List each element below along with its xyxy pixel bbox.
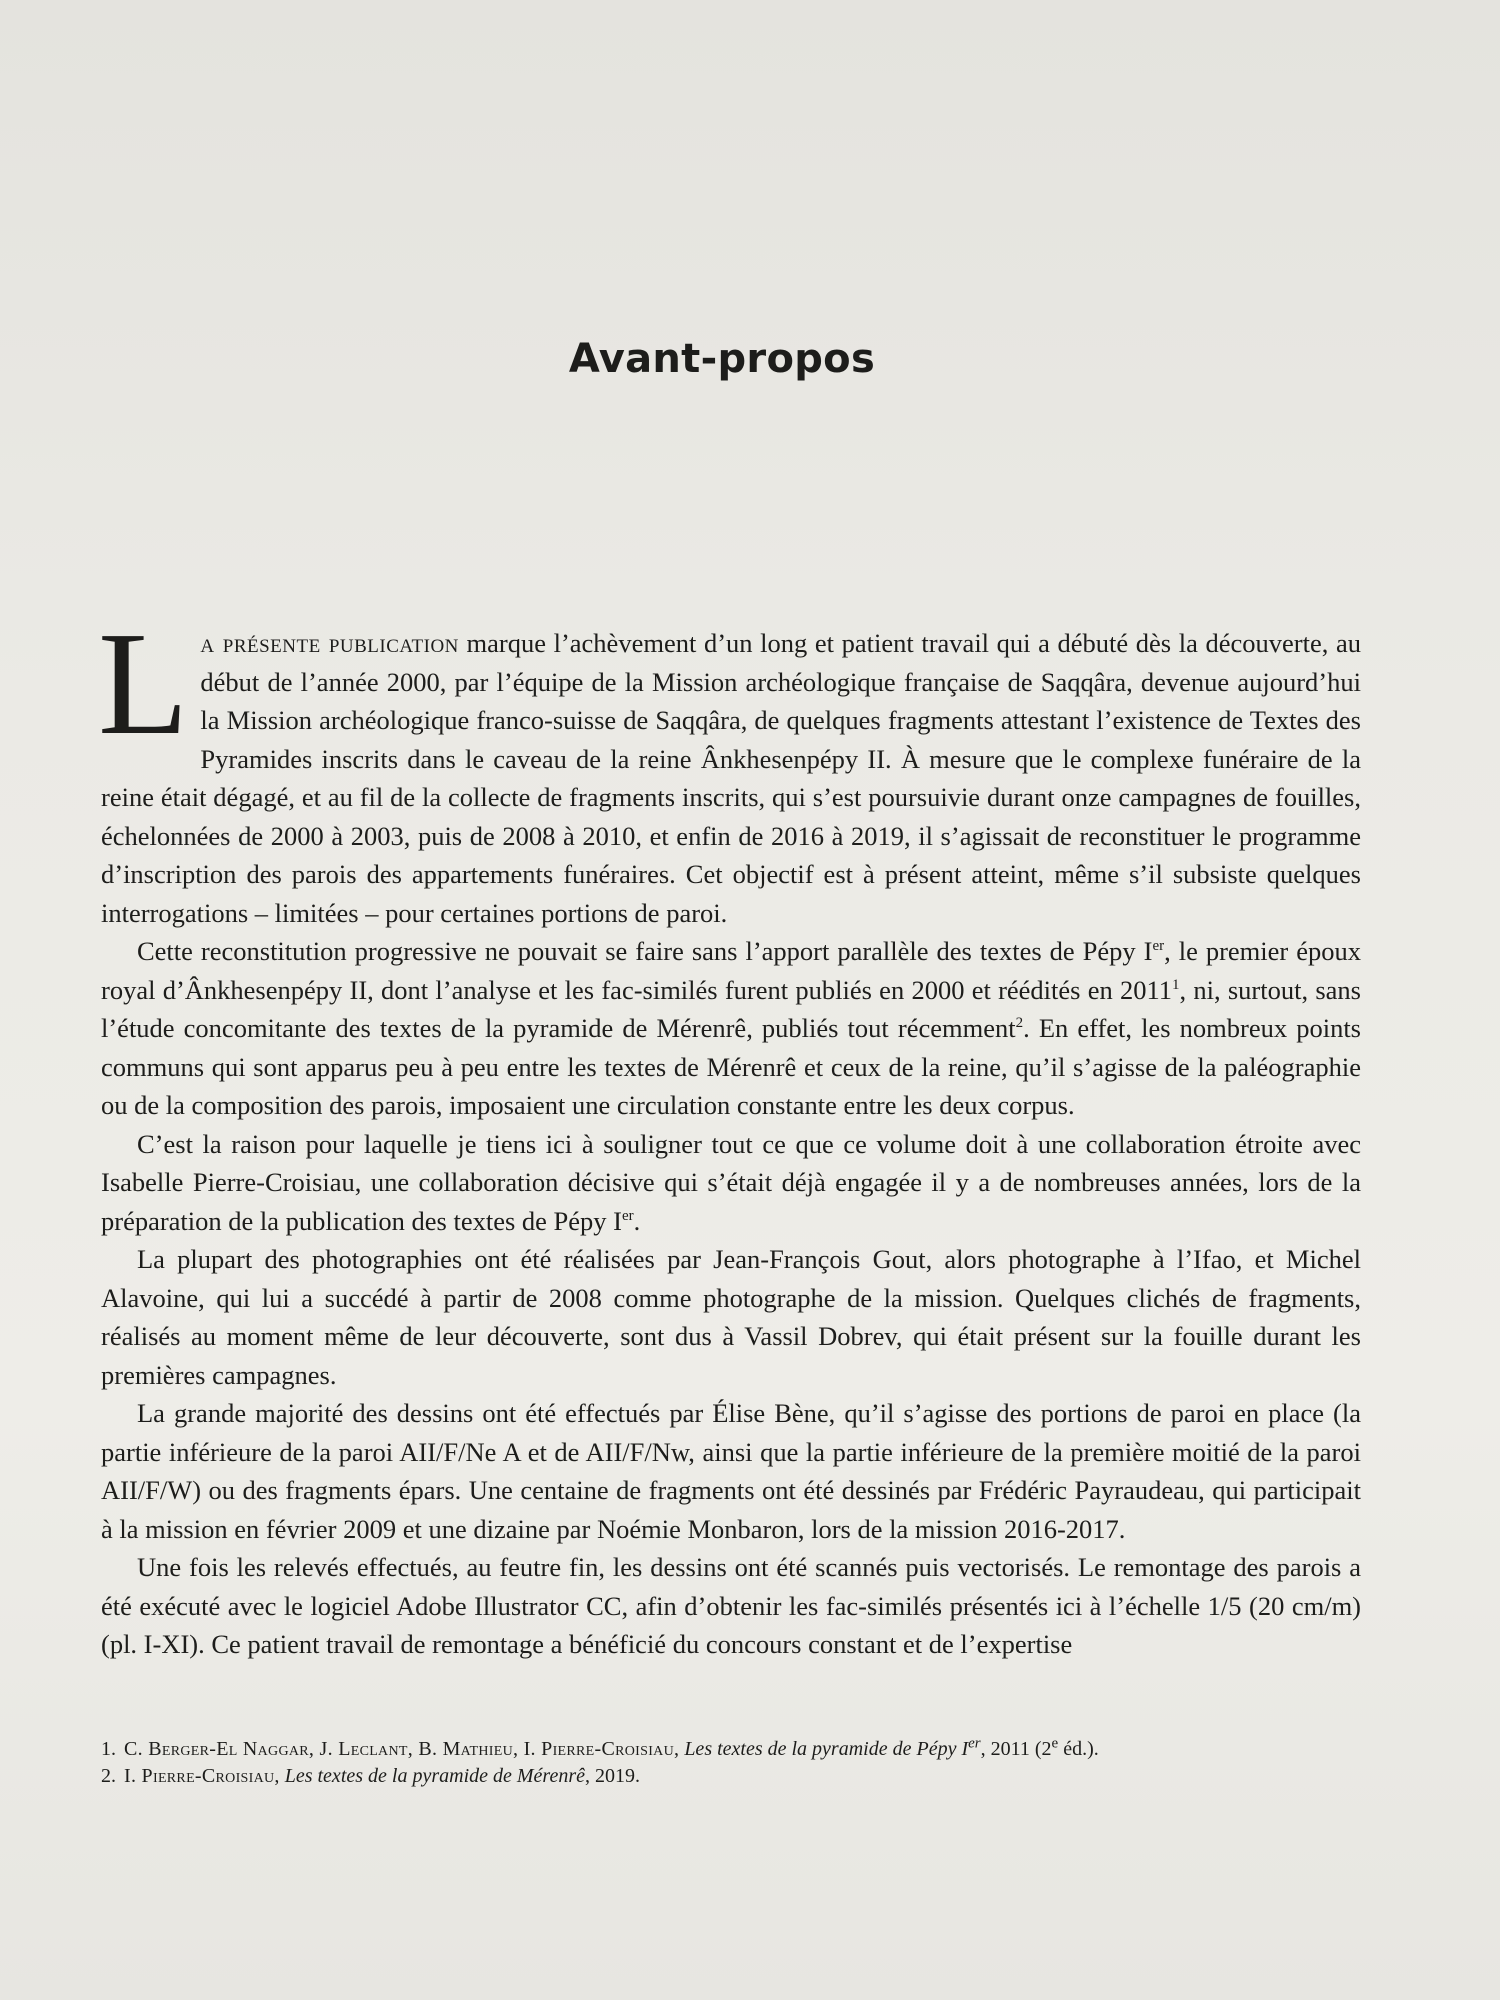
footnote-rest-end: éd.). (1058, 1738, 1099, 1760)
paragraph-2 (101, 932, 1361, 1125)
footnote-number: 1. (101, 1738, 116, 1760)
paragraph-2-text-c: , ni, surtout, sans l’étude concomitante des textes de la pyramide de Mérenrê, publiés tout récemment (101, 974, 1361, 1043)
drop-cap: L (98, 602, 189, 766)
footnote-ref-1[interactable]: 1 (1172, 976, 1180, 993)
footnote-authors: C. Berger-El Naggar, J. Leclant, B. Mathieu, I. Pierre-Croisiau, (124, 1738, 680, 1760)
body-text (98, 602, 1361, 1664)
paragraph-2-text-a: Cette reconstitution progressive ne pouvait se faire sans l’apport parallèle des textes de Pépy I (137, 936, 1153, 966)
paragraph-3-text: C’est la raison pour laquelle je tiens ici à souligner tout ce que ce volume doit à une collaboration étroite avec Isabelle Pierre-Croisiau, une collaboration décisive qui s’était déjà engagée il y a de nombreuses années, lors de la préparation de la publication des textes de Pépy I (101, 1128, 1361, 1236)
paragraph-5-text: La grande majorité des dessins ont été effectués par Élise Bène, qu’il s’agisse des portions de paroi en place (la partie inférieure de la paroi AII/F/Ne A et de AII/F/Nw, ainsi que la partie inférieure de la première moitié de la paroi AII/F/W) ou des fragments épars. Une centaine de fragments ont été dessinés par Frédéric Payraudeau, qui participait à la mission en février 2009 et une dizaine par Noémie Monbaron, lors de la mission 2016-2017. (101, 1398, 1361, 1544)
paragraph-6-text: Une fois les relevés effectués, au feutre fin, les dessins ont été scannés puis vectorisés. Le remontage des parois a été exécuté avec le logiciel Adobe Illustrator CC, afin d’obtenir les fac-similés présentés ici à l’échelle 1/5 (20 cm/m) (pl. I-XI). Ce patient travail de remontage a bénéficié du concours constant et de l’expertise (101, 1552, 1361, 1659)
footnotes (101, 1736, 1361, 1790)
footnote-authors: I. Pierre-Croisiau, (124, 1765, 280, 1787)
paragraph-4 (101, 1240, 1361, 1394)
paragraph-3-end: . (633, 1205, 641, 1236)
paragraph-5 (101, 1394, 1361, 1548)
paragraph-1-text: marque l’achèvement d’un long et patient travail qui a débuté dès la découverte, au début de l’année 2000, par l’équipe de la Mission archéologique française de Saqqâra, devenue aujourd’hui la Mission archéologique franco-suisse de Saqqâra, de quelques fragments attestant l’existence de Textes des Pyramides inscrits dans le caveau de la reine Ânkhesenpépy II. À mesure que le complexe funéraire de la reine était dégagé, et au fil de la collecte de fragments inscrits, qui s’est poursuivie durant onze campagnes de fouilles, échelonnées de 2000 à 2003, puis de 2008 à 2010, et enfin de 2016 à 2019, il s’agissait de reconstituer le programme d’inscription des parois des appartements funéraires. Cet objectif est à présent atteint, même s’il subsiste quelques interrogations – limitées – pour certaines portions de paroi. (101, 628, 1361, 928)
footnote-title-superscript: er (968, 1735, 981, 1752)
footnote-2 (101, 1763, 1361, 1790)
footnote-rest: , 2019. (585, 1765, 640, 1787)
page-title: Avant-propos (568, 336, 876, 382)
paragraph-3 (101, 1125, 1361, 1241)
superscript-er: er (622, 1207, 634, 1224)
footnote-1 (101, 1736, 1361, 1763)
paragraph-4-text: La plupart des photographies ont été réalisées par Jean-François Gout, alors photographe à l’Ifao, et Michel Alavoine, qui lui a succédé à partir de 2008 comme photographe de la mission. Quelques clichés de fragments, réalisés au moment même de leur découverte, sont dus à Vassil Dobrev, qui était présent sur la fouille durant les premières campagnes. (101, 1244, 1361, 1390)
paragraph-2-text-d: . En effet, les nombreux points communs qui sont apparus peu à peu entre les textes de Mérenrê et ceux de la reine, qu’il s’agisse de la paléographie ou de la composition des parois, imposaient une circulation constante entre les deux corpus. (101, 1013, 1361, 1120)
footnote-rest-superscript: e (1051, 1735, 1059, 1752)
footnote-number: 2. (101, 1765, 116, 1787)
paragraph-6 (101, 1548, 1361, 1664)
footnote-rest: , 2011 (2 (980, 1738, 1052, 1760)
footnote-ref-2[interactable]: 2 (1015, 1015, 1024, 1032)
superscript-er: er (1152, 938, 1165, 955)
footnote-title: Les textes de la pyramide de Mérenrê (284, 1765, 585, 1787)
paragraph-2-text-b: , le premier époux royal d’Ânkhesenpépy II, dont l’analyse et les fac-similés furent publiés en 2000 et réédités en 2011 (101, 936, 1361, 1005)
footnote-title: Les textes de la pyramide de Pépy I (684, 1738, 969, 1760)
paragraph-lead-smallcaps: a présente publication (200, 628, 459, 658)
paragraph-1 (98, 602, 1361, 932)
